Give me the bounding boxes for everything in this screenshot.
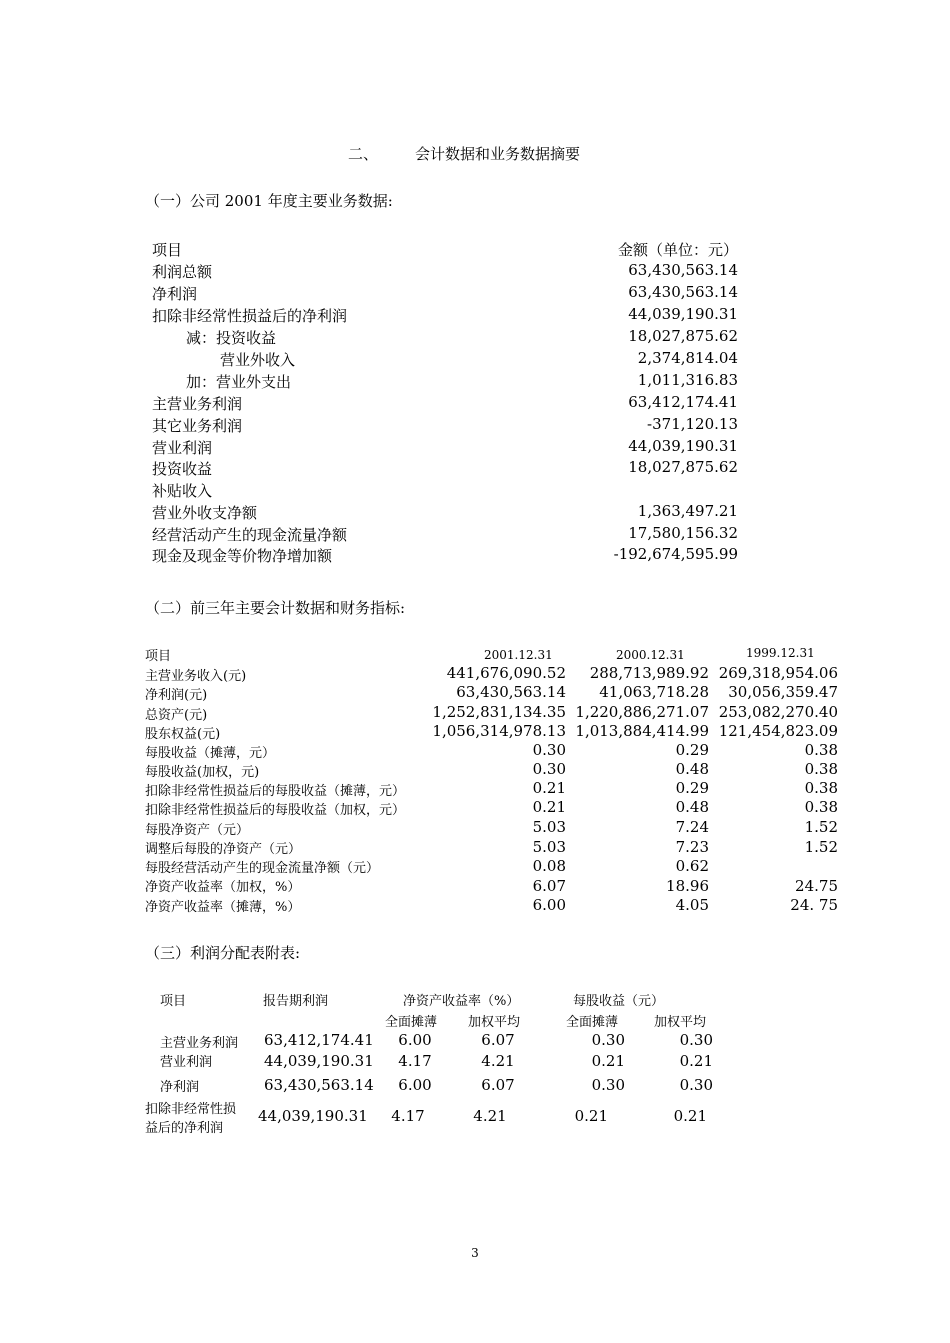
part3-cell: 0.21 xyxy=(679,1052,713,1070)
part3-cell-profit: 44,039,190.31 xyxy=(264,1052,374,1070)
part2-cell: 5.03 xyxy=(532,838,566,856)
part1-row-value: 63,412,174.41 xyxy=(628,393,738,411)
part1-row-label: 补贴收入 xyxy=(152,482,213,500)
part2-cell: 41,063,718.28 xyxy=(599,683,709,701)
part2-title: （二）前三年主要会计数据和财务指标: xyxy=(145,599,406,617)
part2-cell: 1.52 xyxy=(804,838,838,856)
part1-row-value: 17,580,156.32 xyxy=(628,524,738,542)
part3-row-label: 营业利润 xyxy=(160,1055,213,1070)
part2-row-label: 每股净资产（元） xyxy=(145,823,250,838)
part2-cell: 0.38 xyxy=(804,798,838,816)
part3-cell: 0.21 xyxy=(574,1107,608,1125)
part2-row-label: 总资产(元) xyxy=(145,708,208,723)
part1-row-label: 主营业务利润 xyxy=(152,395,243,413)
part3-subheader-diluted: 全面摊薄 xyxy=(385,1015,438,1030)
part2-row-label: 每股收益（摊薄，元） xyxy=(145,746,276,761)
part1-row-label: 经营活动产生的现金流量净额 xyxy=(152,526,348,544)
part2-cell: 0.29 xyxy=(675,741,709,759)
part2-cell: 0.48 xyxy=(675,760,709,778)
part3-cell: 6.00 xyxy=(398,1031,432,1049)
part2-cell: 1,220,886,271.07 xyxy=(575,703,709,721)
part1-row-value: 44,039,190.31 xyxy=(628,437,738,455)
section-number: 二、 xyxy=(348,145,379,163)
part1-row-label: 营业外收支净额 xyxy=(152,504,258,522)
part2-row-label: 扣除非经常性损益后的每股收益（摊薄，元） xyxy=(145,784,406,799)
part1-row-value: 2,374,814.04 xyxy=(637,349,738,367)
part1-header-item: 项目 xyxy=(152,241,183,259)
section-title: 会计数据和业务数据摘要 xyxy=(415,145,581,163)
part2-cell: 0.38 xyxy=(804,760,838,778)
part1-row-value: -371,120.13 xyxy=(647,415,738,433)
part1-row-value: 44,039,190.31 xyxy=(628,305,738,323)
part2-cell: 7.24 xyxy=(675,818,709,836)
part3-header-eps: 每股收益（元） xyxy=(573,994,665,1009)
part3-header-roe: 净资产收益率（%） xyxy=(403,994,520,1009)
part2-cell: 5.03 xyxy=(532,818,566,836)
part2-cell: 0.21 xyxy=(532,779,566,797)
part2-row-label: 净资产收益率（摊薄，%） xyxy=(145,900,301,915)
part1-row-value: 63,430,563.14 xyxy=(628,283,738,301)
part1-row-value: 1,011,316.83 xyxy=(637,371,738,389)
part2-header-year: 1999.12.31 xyxy=(746,646,815,660)
part3-cell: 4.17 xyxy=(391,1107,425,1125)
part3-cell: 0.30 xyxy=(591,1031,625,1049)
part1-row-label: 其它业务利润 xyxy=(152,417,243,435)
part2-cell: 63,430,563.14 xyxy=(456,683,566,701)
part2-cell: 7.23 xyxy=(675,838,709,856)
part3-row-label: 净利润 xyxy=(160,1080,200,1095)
part2-cell: 6.07 xyxy=(532,877,566,895)
part1-row-label: 现金及现金等价物净增加额 xyxy=(152,547,333,565)
part1-row-value: 18,027,875.62 xyxy=(628,327,738,345)
part1-row-value: -192,674,595.99 xyxy=(613,545,738,563)
part3-subheader-weighted: 加权平均 xyxy=(468,1015,521,1030)
part3-row-label: 益后的净利润 xyxy=(145,1121,224,1136)
part3-header-profit: 报告期利润 xyxy=(263,994,329,1009)
part3-cell: 0.30 xyxy=(591,1076,625,1094)
part2-cell: 288,713,989.92 xyxy=(589,664,709,682)
part3-title: （三）利润分配表附表: xyxy=(145,944,301,962)
part1-row-value: 63,430,563.14 xyxy=(628,261,738,279)
part2-cell: 1,013,884,414.99 xyxy=(575,722,709,740)
part1-title: （一）公司 2001 年度主要业务数据: xyxy=(145,192,393,210)
part2-cell: 0.30 xyxy=(532,741,566,759)
part1-row-label: 营业利润 xyxy=(152,439,213,457)
part2-cell: 253,082,270.40 xyxy=(718,703,838,721)
part2-cell: 18.96 xyxy=(666,877,709,895)
part3-cell: 6.07 xyxy=(481,1076,515,1094)
part1-row-label: 利润总额 xyxy=(152,263,213,281)
part3-row-label: 主营业务利润 xyxy=(160,1036,239,1051)
part2-cell: 441,676,090.52 xyxy=(446,664,566,682)
part3-cell: 0.30 xyxy=(679,1076,713,1094)
part2-cell: 0.38 xyxy=(804,779,838,797)
page-number: 3 xyxy=(471,1246,479,1260)
part2-cell: 24.75 xyxy=(795,877,838,895)
part2-row-label: 净资产收益率（加权，%） xyxy=(145,880,301,895)
part1-row-label: 净利润 xyxy=(152,285,198,303)
part3-cell: 6.07 xyxy=(481,1031,515,1049)
part2-cell: 4.05 xyxy=(675,896,709,914)
part2-cell: 1,252,831,134.35 xyxy=(432,703,566,721)
part3-cell-profit: 63,430,563.14 xyxy=(264,1076,374,1094)
part1-row-value: 1,363,497.21 xyxy=(637,502,738,520)
part3-cell: 4.21 xyxy=(473,1107,507,1125)
part1-row-label: 加：营业外支出 xyxy=(186,373,292,391)
part2-cell: 1,056,314,978.13 xyxy=(432,722,566,740)
part1-header-amount: 金额（单位：元） xyxy=(617,241,738,259)
part3-cell-profit: 44,039,190.31 xyxy=(258,1107,368,1125)
part2-cell: 0.48 xyxy=(675,798,709,816)
part2-header-item: 项目 xyxy=(145,649,172,664)
part1-row-label: 扣除非经常性损益后的净利润 xyxy=(152,307,348,325)
part2-header-year: 2001.12.31 xyxy=(484,648,553,662)
part3-cell: 6.00 xyxy=(398,1076,432,1094)
part2-cell: 0.38 xyxy=(804,741,838,759)
part3-cell: 0.21 xyxy=(673,1107,707,1125)
part1-row-label: 营业外收入 xyxy=(220,351,296,369)
part2-row-label: 净利润(元) xyxy=(145,688,208,703)
part2-cell: 0.62 xyxy=(675,857,709,875)
part1-row-value: 18,027,875.62 xyxy=(628,458,738,476)
part2-cell: 269,318,954.06 xyxy=(718,664,838,682)
part2-cell: 0.29 xyxy=(675,779,709,797)
part2-cell: 24. 75 xyxy=(790,896,838,914)
part3-cell: 0.30 xyxy=(679,1031,713,1049)
part1-row-label: 投资收益 xyxy=(152,460,213,478)
part3-cell: 4.17 xyxy=(398,1052,432,1070)
part2-cell: 0.30 xyxy=(532,760,566,778)
part3-row-label: 扣除非经常性损 xyxy=(145,1102,237,1117)
part3-subheader-weighted: 加权平均 xyxy=(654,1015,707,1030)
part2-cell: 30,056,359.47 xyxy=(728,683,838,701)
part3-cell: 4.21 xyxy=(481,1052,515,1070)
part2-header-year: 2000.12.31 xyxy=(616,648,685,662)
part2-cell: 0.08 xyxy=(532,857,566,875)
part3-cell: 0.21 xyxy=(591,1052,625,1070)
part2-cell: 6.00 xyxy=(532,896,566,914)
part2-cell: 0.21 xyxy=(532,798,566,816)
part2-row-label: 调整后每股的净资产（元） xyxy=(145,842,302,857)
part2-row-label: 扣除非经常性损益后的每股收益（加权，元） xyxy=(145,803,406,818)
part2-row-label: 主营业务收入(元) xyxy=(145,669,247,684)
part3-subheader-diluted: 全面摊薄 xyxy=(566,1015,619,1030)
part3-cell-profit: 63,412,174.41 xyxy=(264,1031,374,1049)
part3-header-item: 项目 xyxy=(160,994,187,1009)
part1-row-label: 减：投资收益 xyxy=(186,329,277,347)
part2-cell: 1.52 xyxy=(804,818,838,836)
part2-cell: 121,454,823.09 xyxy=(718,722,838,740)
part2-row-label: 每股经营活动产生的现金流量净额（元） xyxy=(145,861,380,876)
part2-row-label: 股东权益(元) xyxy=(145,727,221,742)
part2-row-label: 每股收益(加权，元) xyxy=(145,765,260,780)
